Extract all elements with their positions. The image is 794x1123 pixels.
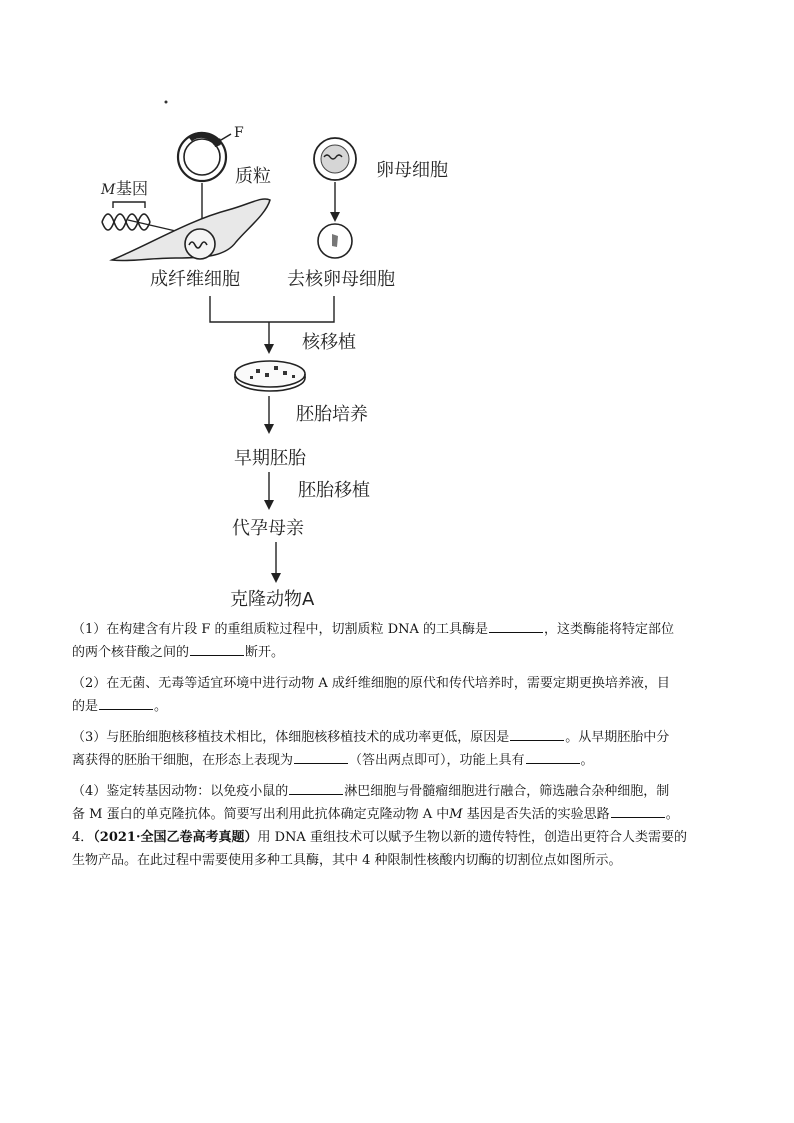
- plasmid-label: 质粒: [235, 166, 271, 187]
- q3-line1: （3）与胚胎细胞核移植技术相比，体细胞核移植技术的成功率更低，原因是 。从早期胚胎中分: [72, 730, 670, 745]
- arrow-down-icon: [264, 344, 274, 354]
- q4-line2: 备 M 蛋白的单克隆抗体。简要写出利用此抗体确定克隆动物 A 中M 基因是否失活的实验思路 。: [72, 807, 679, 822]
- p4-source: （2021·全国乙卷高考真题）: [93, 830, 258, 845]
- p4-line1: 4．（2021·全国乙卷高考真题）用 DNA 重组技术可以赋予生物以新的遗传特性，创造出更符合人类需要的: [72, 830, 687, 845]
- embryo-culture-label: 胚胎培养: [296, 404, 368, 425]
- arrow-down-icon: [330, 212, 340, 222]
- answer-blank[interactable]: [611, 805, 665, 818]
- answer-blank[interactable]: [289, 782, 343, 795]
- clone-label: 克隆动物A: [230, 589, 315, 610]
- arrow-down-icon: [271, 573, 281, 583]
- arrow-down-icon: [264, 424, 274, 434]
- q2-line1: （2）在无菌、无毒等适宜环境中进行动物 A 成纤维细胞的原代和传代培养时，需要定期更换培养液，目: [72, 676, 670, 691]
- q1-line2: 的两个核苷酸之间的 断开。: [72, 645, 285, 660]
- question-text: [72, 618, 724, 872]
- enucleated-oocyte-icon: [318, 224, 352, 258]
- answer-blank[interactable]: [526, 751, 580, 764]
- q2-line2: 的是 。: [72, 699, 168, 714]
- fibroblast-label: 成纤维细胞: [150, 269, 240, 290]
- answer-blank[interactable]: [510, 728, 564, 741]
- q3-line2: 离获得的胚胎干细胞，在形态上表现为 （答出两点即可），功能上具有 。: [72, 753, 594, 768]
- nuclear-transfer-label: 核移植: [302, 332, 356, 353]
- oocyte-label: 卵母细胞: [376, 160, 448, 181]
- answer-blank[interactable]: [99, 697, 153, 710]
- enucleated-label: 去核卵母细胞: [287, 269, 395, 290]
- surrogate-label: 代孕母亲: [232, 518, 304, 539]
- early-embryo-label: 早期胚胎: [234, 448, 306, 469]
- gene-bracket: [113, 202, 145, 208]
- gene-label-text: 基因: [116, 179, 149, 198]
- p4-line2: 生物产品。在此过程中需要使用多种工具酶，其中 4 种限制性核酸内切酶的切割位点如图所示。: [72, 853, 622, 868]
- q1-line1: （1）在构建含有片段 F 的重组质粒过程中，切割质粒 DNA 的工具酶是 ，这类酶能将特定部位: [72, 622, 675, 637]
- answer-blank[interactable]: [190, 643, 244, 656]
- merge-bracket: [210, 296, 334, 322]
- gene-label-letter: M: [101, 182, 116, 198]
- answer-blank[interactable]: [489, 620, 543, 633]
- petri-dish-icon: [235, 361, 305, 391]
- fragment-label: F: [234, 125, 244, 141]
- oocyte-icon: [314, 138, 356, 180]
- embryo-transfer-label: 胚胎移植: [298, 480, 370, 501]
- q4-line1: （4）鉴定转基因动物：以免疫小鼠的 淋巴细胞与骨髓瘤细胞进行融合，筛选融合杂种细胞，制: [72, 784, 670, 799]
- answer-blank[interactable]: [294, 751, 348, 764]
- arrow-down-icon: [264, 500, 274, 510]
- dot-mark: [165, 101, 168, 104]
